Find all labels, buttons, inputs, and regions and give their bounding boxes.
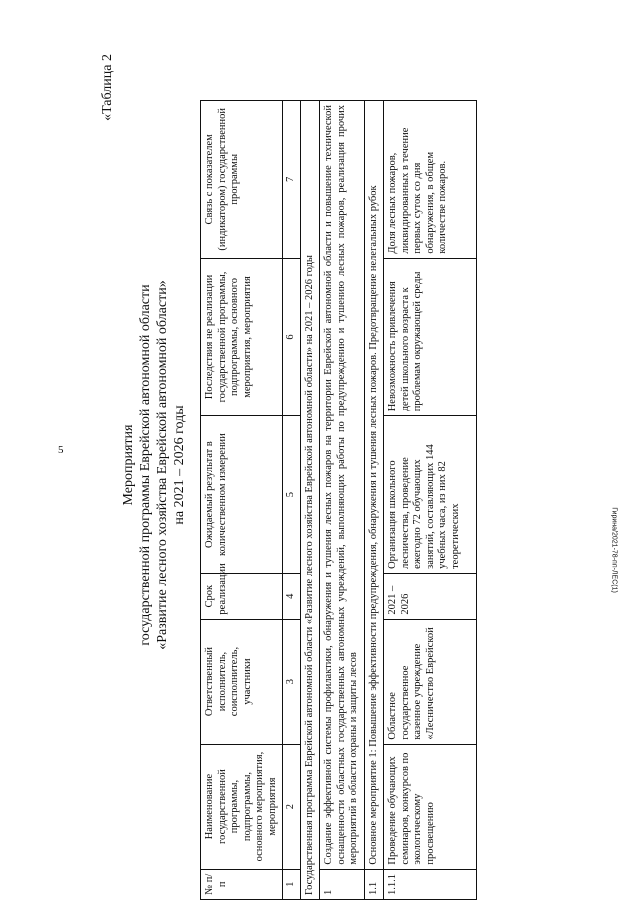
header-cell: Ответственный исполнитель, соисполнитель, участники [201, 619, 283, 744]
row-number: 1 [320, 869, 365, 899]
header-cell: № п/п [201, 869, 283, 899]
header-cell: Срок реализации [201, 573, 283, 619]
column-number: 6 [283, 258, 301, 416]
row-number: 1.1 [364, 869, 384, 899]
page-number: 5 [58, 444, 64, 456]
title-line: «Развитие лесного хозяйства Еврейской автономной области» [155, 280, 170, 650]
goal-text: Создание эффективной системы профилактики, обнаружения и тушения лесных пожаров на территории Еврейской автономной области и повышение технической оснащенности областных государственных автономных учреждений, выполняющих работы по предупреждению и тушению лесных пожаров, реализация прочих мероприятий в области охраны и защиты лесов [320, 101, 365, 870]
title-line: Мероприятия [121, 424, 136, 506]
column-number: 1 [283, 869, 301, 899]
document-title [120, 30, 188, 900]
program-row [300, 101, 320, 900]
column-number: 3 [283, 619, 301, 744]
column-number: 5 [283, 416, 301, 574]
document-id: Гирина/2021-78-пп-ЛЕС(1) [610, 507, 618, 593]
goal-row [320, 101, 365, 900]
row-number: 1.1.1 [384, 869, 477, 899]
activity-indicator: Доля лесных пожаров, ликвидированных в течение первых суток со дня обнаружения, в общем количестве пожаров. [387, 127, 448, 254]
table-label: «Таблица 2 [100, 54, 115, 121]
activity-executor: Областное государственное казенное учреждение «Лесничество Еврейской [387, 627, 436, 740]
measures-table [200, 100, 477, 900]
activity-result: Организация школьного лесничества, проведение ежегодно 72 обучающих занятий, составляющих 144 учебных часа, из них 82 теоретических [387, 444, 461, 569]
title-line: на 2021 – 2026 годы [172, 405, 187, 525]
title-line: государственной программы Еврейской автономной области [138, 284, 153, 646]
header-row [201, 101, 283, 900]
measure-text: Основное мероприятие 1: Повышение эффективности предупреждения, обнаружения и тушения лесных пожаров. Предотвращение нелегальных рубок [364, 101, 384, 870]
rotated-page-content [90, 30, 560, 900]
header-cell: Связь с показателем (индикатором) государственной программы [201, 101, 283, 259]
column-number: 4 [283, 573, 301, 619]
header-cell: Последствия не реализации государственной программы, подпрограммы, основного мероприятия, мероприятия [201, 258, 283, 416]
measure-row [364, 101, 384, 900]
header-cell: Ожидаемый результат в количественном измерении [201, 416, 283, 574]
program-cell: Государственная программа Еврейской автономной области «Развитие лесного хозяйства Еврейской автономной области» на 2021 – 2026 годы [300, 101, 320, 900]
column-number-row [283, 101, 301, 900]
activity-name: Проведение обучающих семинаров, конкурсов по экологическому просвещению [387, 752, 436, 865]
activity-term: 2021 – 2026 [387, 585, 411, 615]
activity-consequences: Невозможность привлечения детей школьного возраста к проблемам окружающей среды [387, 271, 423, 412]
column-number: 7 [283, 101, 301, 259]
table-row [384, 101, 477, 900]
column-number: 2 [283, 744, 301, 869]
header-cell: Наименование государственной программы, подпрограммы, основного мероприятия, мероприятия [201, 744, 283, 869]
